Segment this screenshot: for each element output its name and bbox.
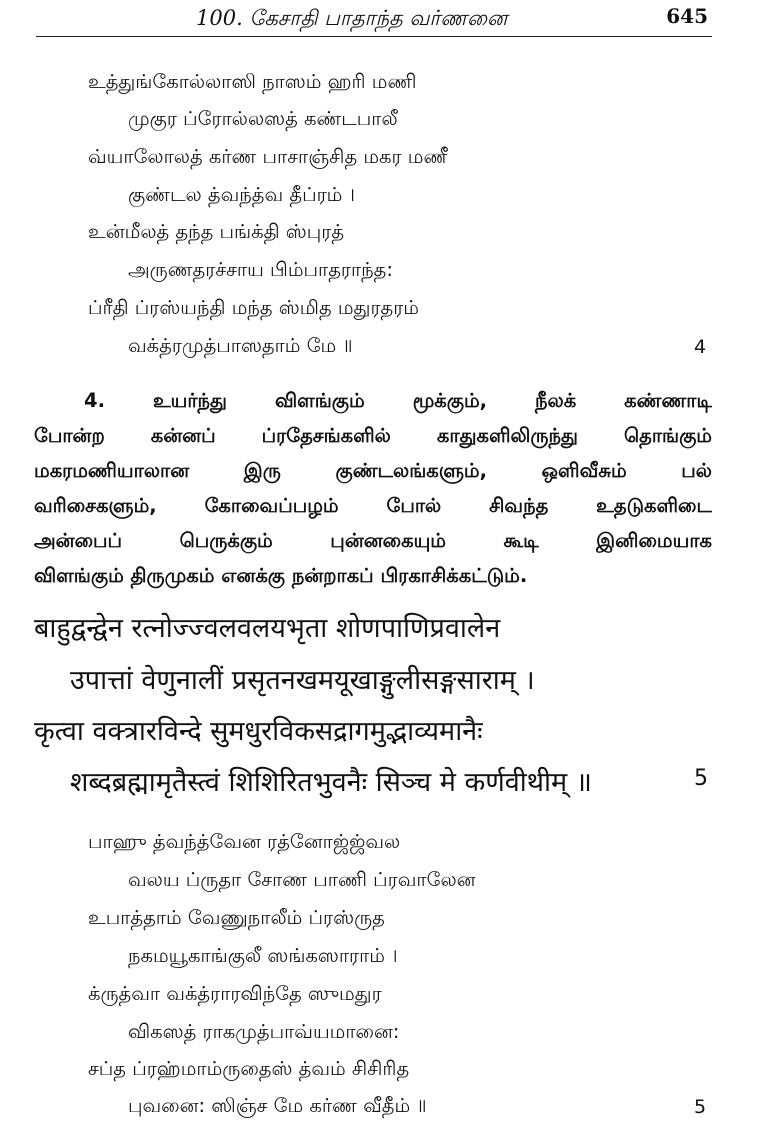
chapter-title: 100. கேசாதி பாதாந்த வர்ணனை [196, 6, 508, 30]
verse-line: விகஸத் ராகமுத்பாவ்யமானை: [128, 1020, 400, 1043]
verse-line: க்ருத்வா வக்த்ராரவிந்தே ஸுமதுர [88, 982, 382, 1005]
verse-number: 5 [694, 1096, 707, 1118]
verse-line: வக்த்ரமுத்பாஸதாம் மே ॥ [128, 334, 353, 357]
page-number: 645 [666, 4, 708, 28]
verse-number: 5 [694, 766, 708, 791]
verse-line: நகமயூகாங்குலீ ஸங்கஸாராம் । [128, 944, 398, 967]
verse-line: பாஹு த்வந்த்வேன ரத்னோஜ்ஜ்வல [88, 830, 401, 853]
verse-line: அருணதரச்சாய பிம்பாதராந்த: [128, 258, 393, 281]
verse-line: உத்துங்கோல்லாஸி நாஸம் ஹரி மணி [88, 70, 417, 93]
page-header [36, 2, 712, 37]
sanskrit-line: कृत्वा वक्त्रारविन्दे सुमधुरविकसद्रागमुद्भाव्यमानैः [34, 716, 483, 747]
meaning-line: மகரமணியாலான இரு குண்டலங்களும், ஒளிவீசும் பல் [34, 459, 712, 482]
meaning-line: போன்ற கன்னப் ப்ரதேசங்களில் காதுகளிலிருந்து தொங்கும் [34, 424, 712, 447]
sanskrit-line: उपात्तां वेणुनालीं प्रसृतनखमयूखाङ्गुलीसङ्गसाराम् । [70, 665, 535, 696]
verse-line: வலய ப்ருதா சோண பாணி ப்ரவாலேன [128, 868, 476, 891]
sanskrit-line: शब्दब्रह्मामृतैस्त्वं शिशिरितभुवनैः सिञ्च मे कर्णवीथीम् ॥ [70, 767, 592, 798]
verse-number: 4 [694, 336, 707, 358]
verse-line: உபாத்தாம் வேணுநாலீம் ப்ரஸ்ருத [88, 906, 385, 929]
verse-line: குண்டல த்வந்த்வ தீப்ரம் । [128, 183, 355, 206]
verse-line: சப்த ப்ரஹ்மாம்ருதைஸ் த்வம் சிசிரித [88, 1057, 410, 1080]
verse-meaning [34, 383, 712, 593]
verse-line: உன்மீலத் தந்த பங்க்தி ஸ்புரத் [88, 220, 345, 243]
meaning-line: 4. உயர்ந்து விளங்கும் மூக்கும், நீலக் கண்ணாடி [84, 389, 712, 412]
meaning-line: அன்பைப் பெருக்கும் புன்னகையும் கூடி இனிமையாக [34, 529, 712, 552]
verse-line: வ்யாலோலத் கர்ண பாசாஞ்சித மகர மணீ [88, 145, 448, 168]
verse-line: புவனை: ஸிஞ்ச மே கர்ண வீதீம் ॥ [128, 1094, 427, 1117]
meaning-line: விளங்கும் திருமுகம் எனக்கு நன்றாகப் பிரகாசிக்கட்டும். [34, 564, 528, 587]
verse-line: ப்ரீதி ப்ரஸ்யந்தி மந்த ஸ்மித மதுரதரம் [88, 296, 419, 319]
sanskrit-line: बाहुद्वन्द्वेन रत्नोज्ज्वलवलयभृता शोणपाणिप्रवालेन [34, 613, 501, 644]
meaning-line: வரிசைகளும், கோவைப்பழம் போல் சிவந்த உதடுகளிடை [34, 494, 712, 517]
verse-line: முகுர ப்ரோல்லஸத் கண்டபாலீ [128, 107, 398, 130]
